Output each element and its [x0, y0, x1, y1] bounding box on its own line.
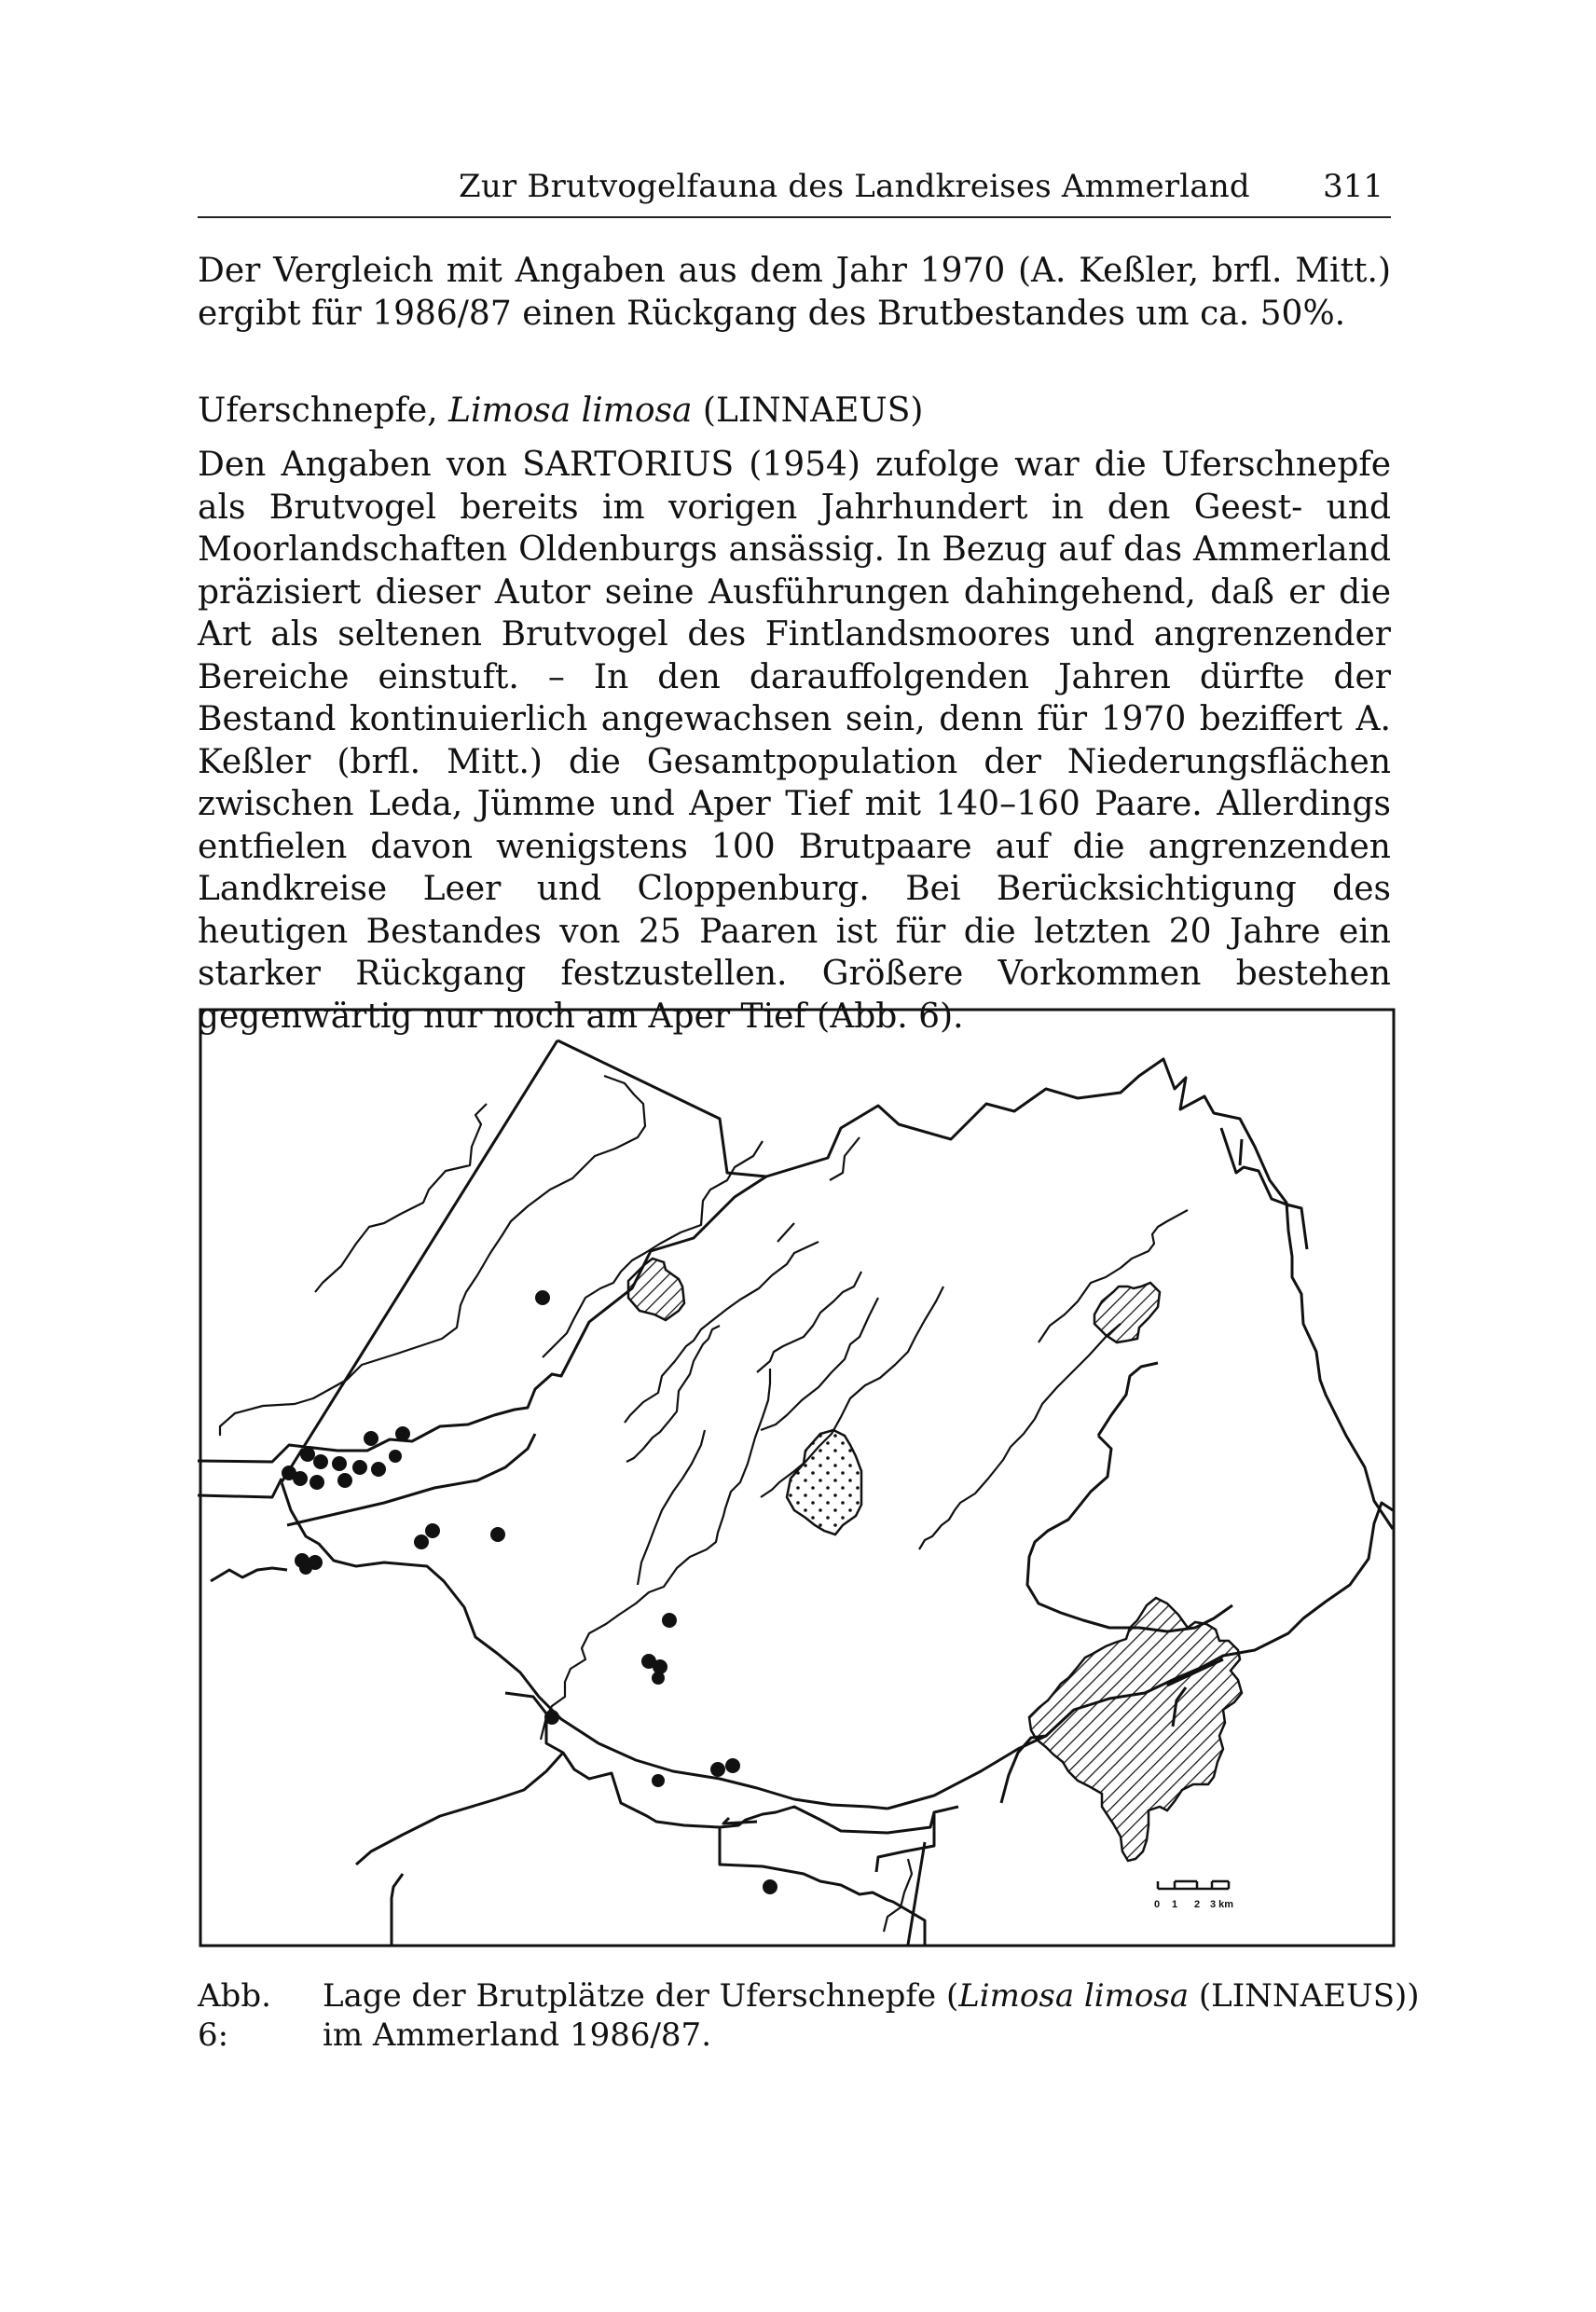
breeding-site-dot — [535, 1290, 550, 1305]
species-author: (LINNAEUS) — [702, 392, 924, 430]
breeding-site-dot — [352, 1460, 367, 1475]
scale-label-2: 2 — [1194, 1899, 1201, 1910]
breeding-site-dot — [332, 1456, 347, 1471]
caption-text-after: (LINNAEUS)) — [1189, 1977, 1420, 2015]
hatched-area-east — [1094, 1283, 1160, 1342]
breeding-site-dot — [395, 1426, 410, 1441]
caption-scientific-name: Limosa limosa — [958, 1977, 1190, 2015]
running-header — [198, 164, 1391, 218]
breeding-sites — [282, 1290, 777, 1894]
breeding-site-dot — [652, 1774, 665, 1787]
section-heading — [198, 392, 923, 430]
scientific-name: Limosa limosa — [448, 392, 693, 430]
breeding-site-dot — [544, 1710, 559, 1725]
breeding-site-dot — [299, 1562, 312, 1575]
paragraph-intro: Der Vergleich mit Angaben aus dem Jahr 1970 (A. Keßler, brfl. Mitt.) ergibt für 1986/87 einen Rückgang des Brutbestandes um ca. 50%. — [198, 252, 1391, 333]
breeding-site-dot — [652, 1672, 665, 1685]
hatched-area-north — [628, 1259, 684, 1320]
scale-bar — [1154, 1881, 1233, 1910]
map-svg — [198, 1007, 1396, 1948]
breeding-site-dot — [313, 1454, 328, 1469]
breeding-site-dot — [710, 1762, 725, 1777]
page-number: 311 — [1323, 168, 1383, 205]
breeding-site-dot — [425, 1523, 440, 1538]
breeding-site-dot — [763, 1879, 777, 1894]
scale-label-0: 0 — [1154, 1899, 1161, 1910]
breeding-site-dot — [725, 1758, 740, 1773]
breeding-site-dot — [293, 1471, 308, 1486]
breeding-site-dot — [364, 1431, 378, 1446]
dotted-area — [787, 1430, 861, 1534]
breeding-site-dot — [310, 1475, 324, 1490]
hatched-area-town — [1029, 1598, 1242, 1861]
figure-map — [198, 1007, 1396, 1948]
paragraph-body: Den Angaben von SARTORIUS (1954) zufolge war die Uferschnepfe als Brutvogel bereits im vorigen Jahrhundert in den Geest- und Moorlandschaften Oldenburgs ansässig. In Bezug auf das Ammerland präzisiert dieser Autor seine Ausführungen dahingehend, daß er die Art als seltenen Brutvogel des Fintlandsmoores und angrenzender Bereiche einstuft. – In den darauffolgenden Jahren dürfte der Bestand kontinuierlich angewachsen sein, denn für 1970 beziffert A. Keßler (brfl. Mitt.) die Gesamtpopulation der Niederungsflächen zwischen Leda, Jümme und Aper Tief mit 140–160 Paare. Allerdings entfielen davon wenigstens 100 Brutpaare auf die angrenzenden Landkreise Leer und Cloppenburg. Bei Berücksichtigung des heutigen Bestandes von 25 Paaren ist für die letzten 20 Jahre ein starker Rückgang festzustellen. Größere Vorkommen bestehen gegenwärtig nur noch am Aper Tief (Abb. 6). — [198, 446, 1391, 1036]
breeding-site-dot — [662, 1613, 677, 1628]
river — [220, 1076, 1188, 1932]
caption-label: Abb. 6: — [198, 1977, 271, 2054]
breeding-site-dot — [414, 1534, 429, 1549]
caption-line2: im Ammerland 1986/87. — [323, 2016, 711, 2054]
common-name: Uferschnepfe, — [198, 392, 438, 430]
scale-label-3: 3 km — [1210, 1899, 1234, 1910]
breeding-site-dot — [300, 1447, 315, 1462]
breeding-site-dot — [337, 1473, 352, 1488]
scale-label-1: 1 — [1172, 1899, 1178, 1910]
breeding-site-dot — [490, 1527, 505, 1542]
running-title: Zur Brutvogelfauna des Landkreises Ammerland — [459, 168, 1250, 205]
breeding-site-dot — [389, 1450, 402, 1463]
breeding-site-dot — [371, 1462, 386, 1477]
caption-text — [323, 1976, 1441, 2055]
caption-text-before: Lage der Brutplätze der Uferschnepfe ( — [323, 1977, 959, 2015]
scale-bar-line — [1158, 1881, 1229, 1889]
